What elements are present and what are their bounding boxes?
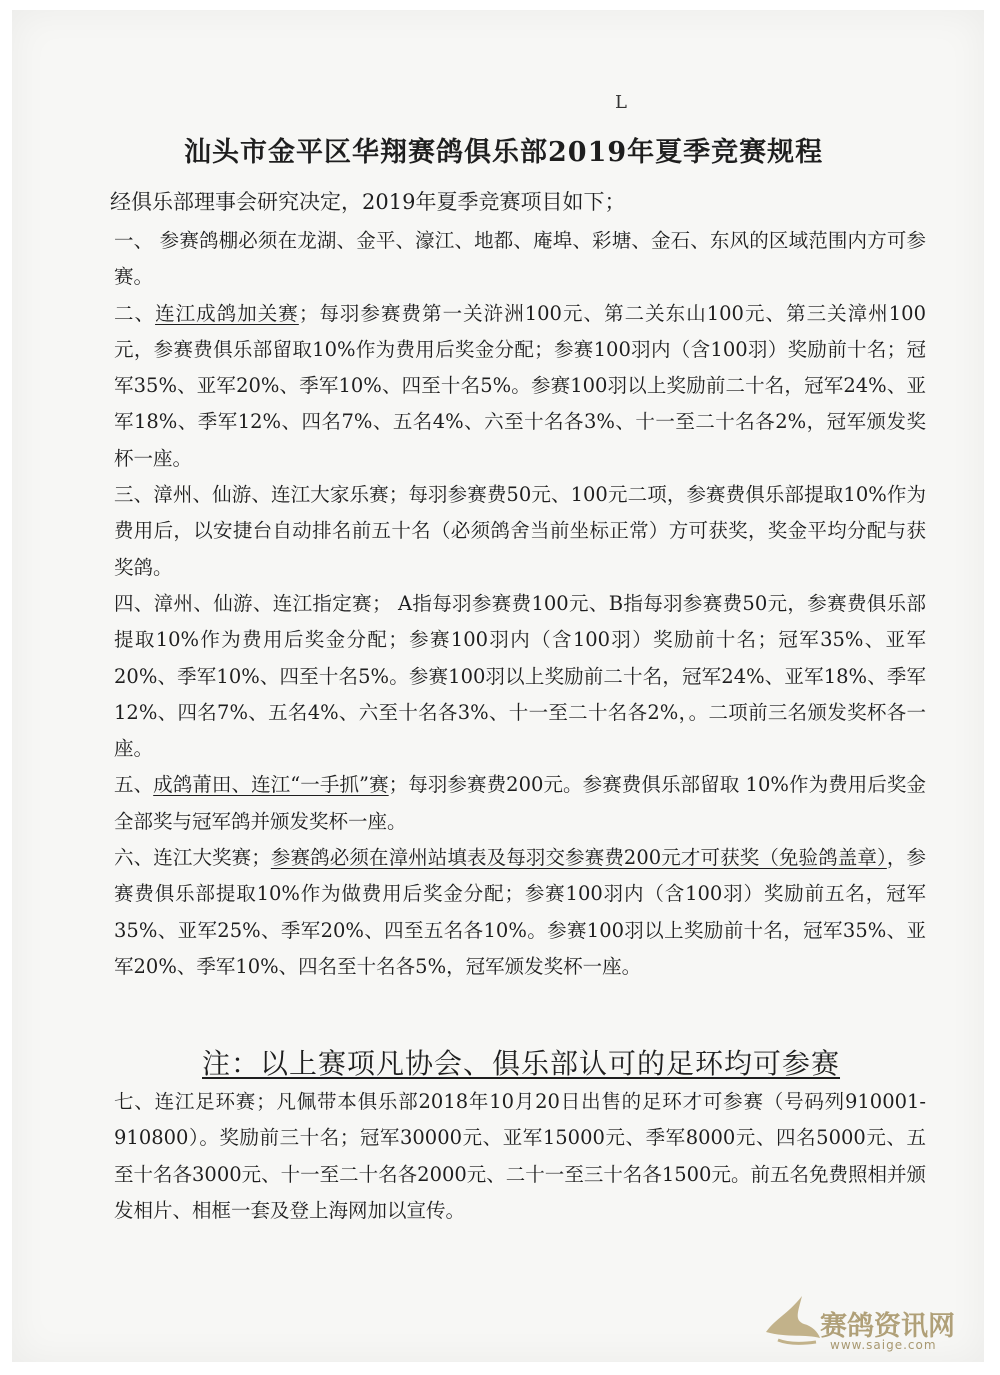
eligibility-note	[202, 1042, 862, 1082]
section-6-requirement: 参赛鸽必须在漳州站填表及每羽交参赛费200元才可获奖（免验鸽盖章）	[270, 846, 887, 870]
eligibility-note-text: 注：以上赛项凡协会、俱乐部认可的足环均可参赛	[202, 1047, 841, 1080]
section-6-text: ，参赛费俱乐部提取10%作为做费用后奖金分配；参赛100羽内（含100羽）奖励前五名，冠军35%、亚军25%、季军20%、四至五名各10%。参赛100羽以上奖励前十名，冠军35%、亚军20%、季军10%、四名至十名各5%，冠军颁发奖杯一座。	[114, 846, 926, 978]
section-7: 七、连江足环赛；凡佩带本俱乐部2018年10月20日出售的足环才可参赛（号码列910001-910800）。奖励前三十名；冠军30000元、亚军15000元、季军8000元、四名5000元、五至十名各3000元、十一至二十名各2000元、二十一至三十名各1500元。前五名免费照相并颁发相片、相框一套及登上海网加以宣传。	[114, 1090, 926, 1222]
document-title: 汕头市金平区华翔赛鸽俱乐部2019年夏季竞赛规程	[184, 137, 824, 168]
section-2-name: 连江成鸽加关赛	[155, 301, 299, 325]
rules-body	[114, 223, 926, 985]
rules-body-continued	[114, 1084, 926, 1229]
section-1: 一、 参赛鸽棚必须在龙湖、金平、濠江、地都、庵埠、彩塘、金石、东风的区域范围内方可参赛。	[114, 229, 926, 289]
section-6-heading: 六、连江大奖赛；	[114, 846, 271, 870]
intro-line: 经俱乐部理事会研究决定，2019年夏季竞赛项目如下；	[110, 190, 626, 214]
section-4: 四、漳州、仙游、连江指定赛； A指每羽参赛费100元、B指每羽参赛费50元，参赛费俱乐部提取10%作为费用后奖金分配；参赛100羽内（含100羽）奖励前十名；冠军35%、亚军20%、季军10%、四至十名5%。参赛100羽以上奖励前二十名，冠军24%、亚军18%、季军12%、四名7%、五名4%、六至十名各3%、十一至二十名各2%，。二项前三名颁发奖杯各一座。	[114, 591, 926, 761]
section-5	[114, 767, 926, 840]
watermark-name: 赛鸽资讯网	[820, 1311, 955, 1342]
section-3: 三、漳州、仙游、连江大家乐赛；每羽参赛费50元、100元二项，参赛费俱乐部提取10%作为费用后，以安捷台自动排名前五十名（必须鸽舍当前坐标正常）方可获奖，奖金平均分配与获奖鸽。	[114, 483, 926, 579]
site-watermark	[758, 1288, 968, 1360]
page-mark: L	[615, 92, 627, 113]
document-sheet	[12, 10, 984, 1362]
section-5-number: 五、	[114, 773, 154, 797]
section-2-number: 二、	[114, 301, 156, 325]
pigeon-logo-icon	[758, 1288, 824, 1354]
watermark-url: www.saige.com	[830, 1338, 937, 1352]
section-2-text: ；每羽参赛费第一关浒洲100元、第二关东山100元、第三关漳州100元，参赛费俱乐部留取10%作为费用后奖金分配；参赛100羽内（含100羽）奖励前十名；冠军35%、亚军20%、季军10%、四至十名5%。参赛100羽以上奖励前二十名，冠军24%、亚军18%、季军12%、四名7%、五名4%、六至十名各3%、十一至二十名各2%，冠军颁发奖杯一座。	[114, 301, 926, 470]
section-5-text: ；每羽参赛费200元。参赛费俱乐部留取 10%作为费用后奖金全部奖与冠军鸽并颁发奖杯一座。	[114, 773, 926, 833]
section-5-name: 成鸽莆田、连江“一手抓”赛	[153, 773, 389, 797]
section-2	[114, 296, 926, 477]
section-6	[114, 840, 926, 985]
